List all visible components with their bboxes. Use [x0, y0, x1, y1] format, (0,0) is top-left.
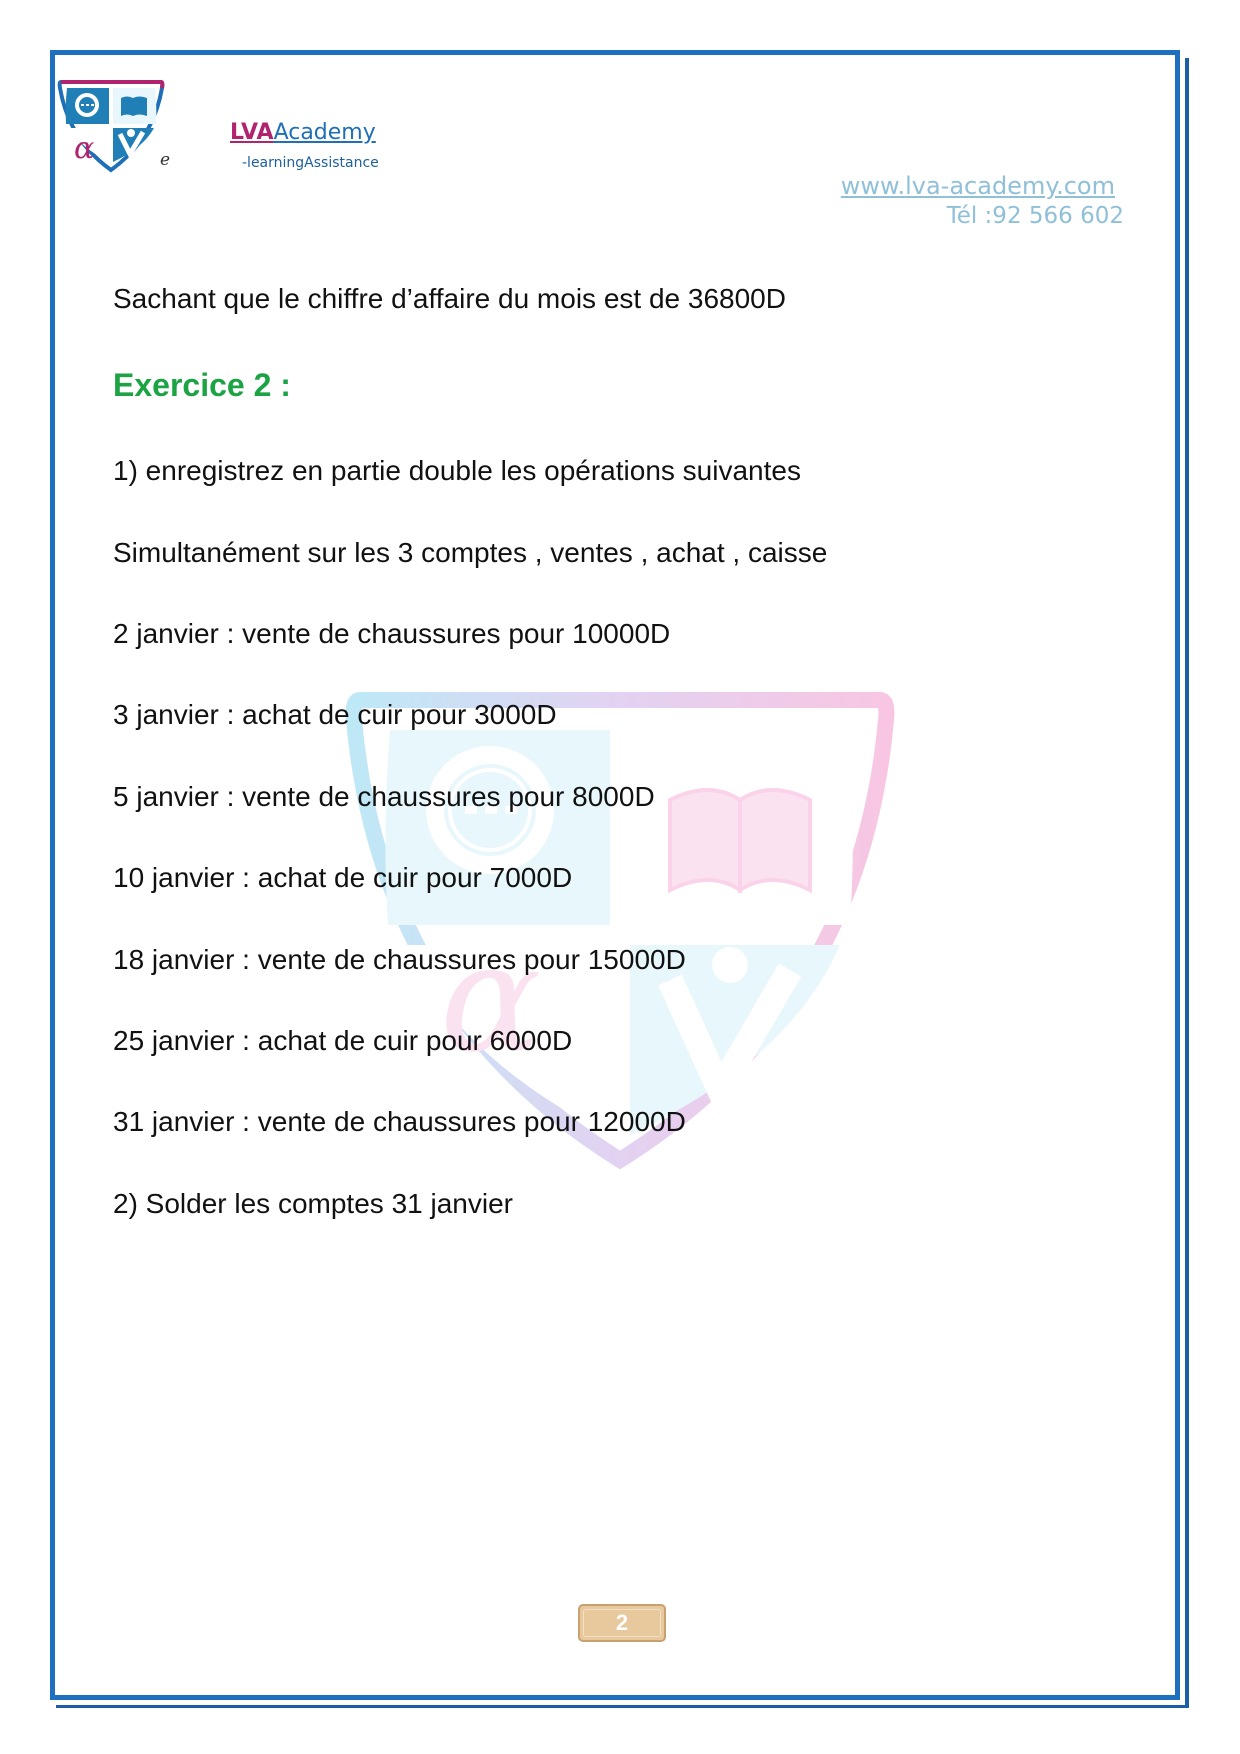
instruction-2: 2) Solder les comptes 31 janvier — [113, 1188, 513, 1219]
website-link[interactable]: www.lva-academy.com — [840, 172, 1115, 200]
instruction-1: 1) enregistrez en partie double les opérations suivantes — [113, 455, 801, 486]
page-border-shadow-bottom — [56, 1705, 1189, 1708]
svg-text:α: α — [440, 912, 542, 1086]
exercise-title: Exercice 2 : — [113, 367, 291, 403]
lva-academy-shield-watermark-icon — [340, 690, 900, 1170]
operation-item: 2 janvier : vente de chaussures pour 10000D — [113, 618, 671, 649]
page-number-badge — [578, 1604, 666, 1642]
lva-academy-shield-logo-icon — [57, 78, 165, 173]
operation-item: 10 janvier : achat de cuir pour 7000D — [113, 862, 573, 893]
svg-text:α: α — [74, 131, 95, 166]
brand-name — [230, 120, 376, 145]
operation-item: 25 janvier : achat de cuir pour 6000D — [113, 1025, 573, 1056]
operation-item: 5 janvier : vente de chaussures pour 8000D — [113, 781, 655, 812]
intro-text: Sachant que le chiffre d’affaire du mois est de 36800D — [113, 283, 786, 314]
page-number: 2 — [615, 1610, 629, 1635]
logo-letter: e — [160, 150, 171, 170]
operation-item: 3 janvier : achat de cuir pour 3000D — [113, 699, 557, 730]
brand-lva: LVA — [230, 120, 274, 145]
operation-item: 31 janvier : vente de chaussures pour 12000D — [113, 1106, 686, 1137]
instruction-1b: Simultanément sur les 3 comptes , ventes , achat , caisse — [113, 537, 828, 568]
operation-item: 18 janvier : vente de chaussures pour 15000D — [113, 944, 686, 975]
phone-number: Tél :92 566 602 — [946, 203, 1124, 229]
page-border-shadow-right — [1185, 58, 1189, 1705]
brand-academy: Academy — [273, 120, 376, 145]
brand-tagline: -learningAssistance — [242, 155, 379, 171]
